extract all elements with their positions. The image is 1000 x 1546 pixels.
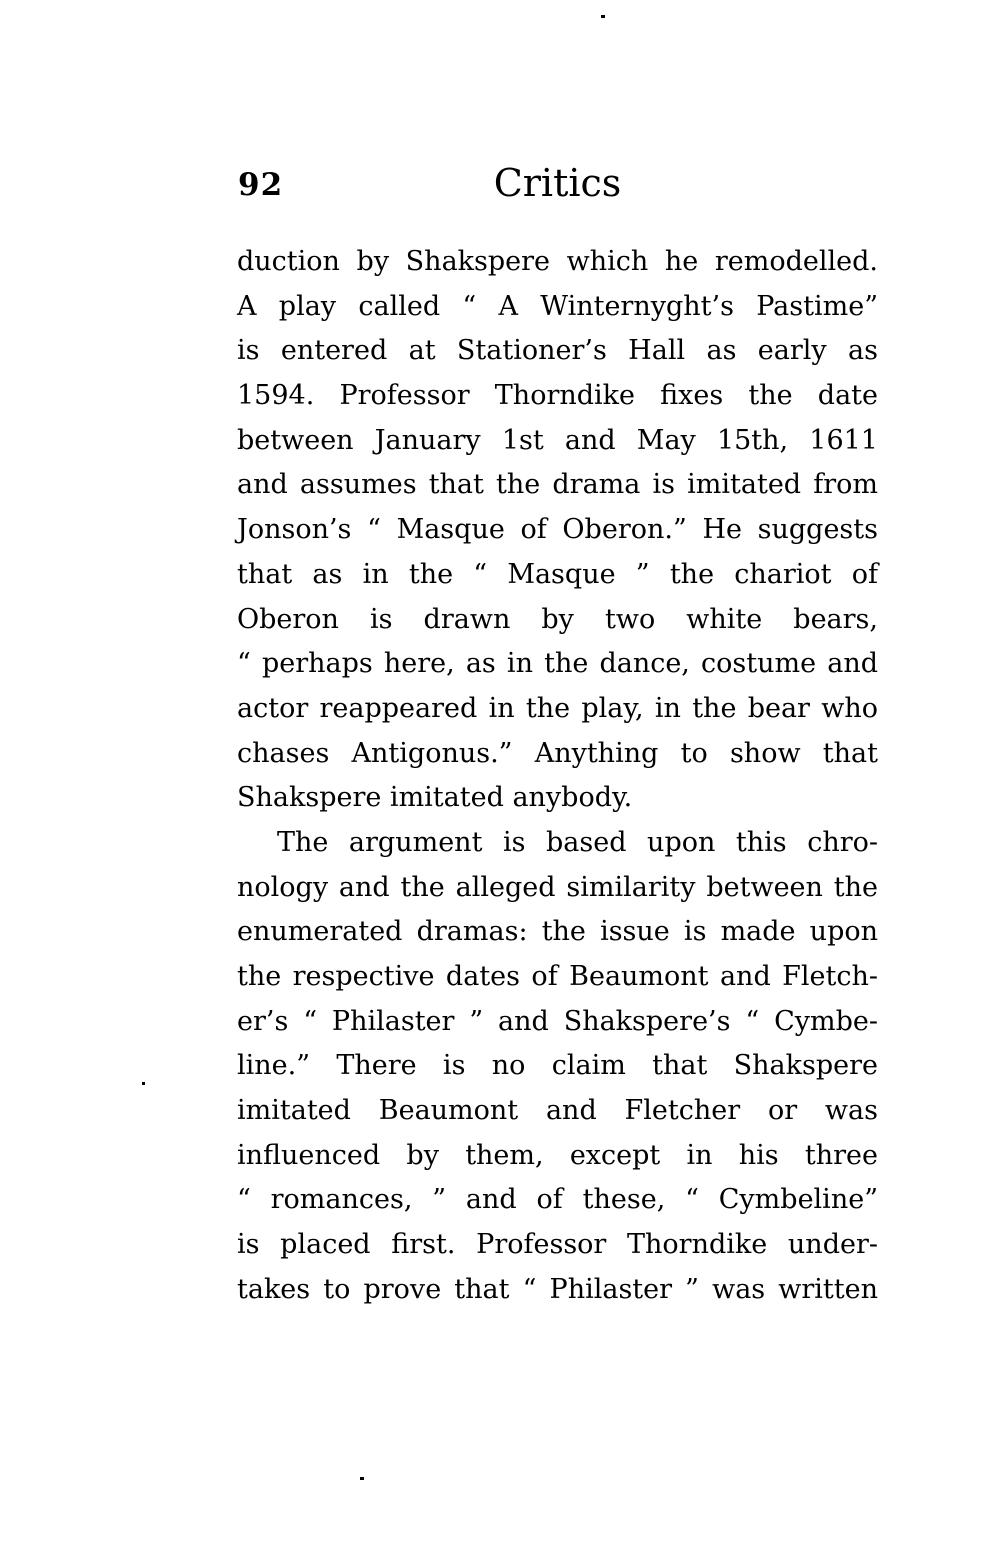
- text-line: influenced by them, except in his three: [237, 1139, 878, 1171]
- text-line: line.” There is no claim that Shakspere: [237, 1050, 878, 1082]
- body-text: [237, 240, 878, 1313]
- text-line: between January 1st and May 15th, 1611: [237, 424, 878, 456]
- text-line: that as in the “ Masque ” the chariot of: [237, 558, 878, 590]
- text-line: takes to prove that “ Philaster ” was written: [237, 1273, 878, 1305]
- text-line: A play called “ A Winternyght’s Pastime”: [237, 290, 878, 322]
- page-header-title: Critics: [493, 161, 622, 205]
- text-line: imitated Beaumont and Fletcher or was: [237, 1095, 878, 1127]
- text-line: enumerated dramas: the issue is made upon: [237, 916, 878, 948]
- text-line: “ romances, ” and of these, “ Cymbeline”: [237, 1184, 878, 1216]
- text-line: Jonson’s “ Masque of Oberon.” He suggests: [237, 514, 878, 546]
- scan-speck-bottom: [360, 1477, 364, 1480]
- page-number: 92: [238, 167, 284, 203]
- text-line: “ perhaps here, as in the dance, costume and: [237, 648, 878, 680]
- text-line: is entered at Stationer’s Hall as early as: [237, 335, 878, 367]
- text-line: the respective dates of Beaumont and Fletch-: [237, 961, 878, 992]
- text-line: Shakspere imitated anybody.: [237, 782, 633, 814]
- text-line: nology and the alleged similarity between the: [237, 871, 878, 903]
- scan-speck-left: [142, 1082, 145, 1085]
- text-line: 1594. Professor Thorndike fixes the date: [237, 380, 878, 412]
- text-line: duction by Shakspere which he remodelled.: [237, 246, 878, 277]
- text-line: actor reappeared in the play, in the bear who: [237, 692, 878, 724]
- scan-speck-top: [601, 15, 605, 18]
- text-line: is placed first. Professor Thorndike under-: [237, 1229, 878, 1261]
- text-line: and assumes that the drama is imitated from: [237, 469, 878, 501]
- text-line: er’s “ Philaster ” and Shakspere’s “ Cymbe-: [237, 1005, 878, 1037]
- text-line: Oberon is drawn by two white bears,: [237, 603, 878, 635]
- text-line: The argument is based upon this chro-: [277, 826, 878, 858]
- text-line: chases Antigonus.” Anything to show that: [237, 737, 878, 769]
